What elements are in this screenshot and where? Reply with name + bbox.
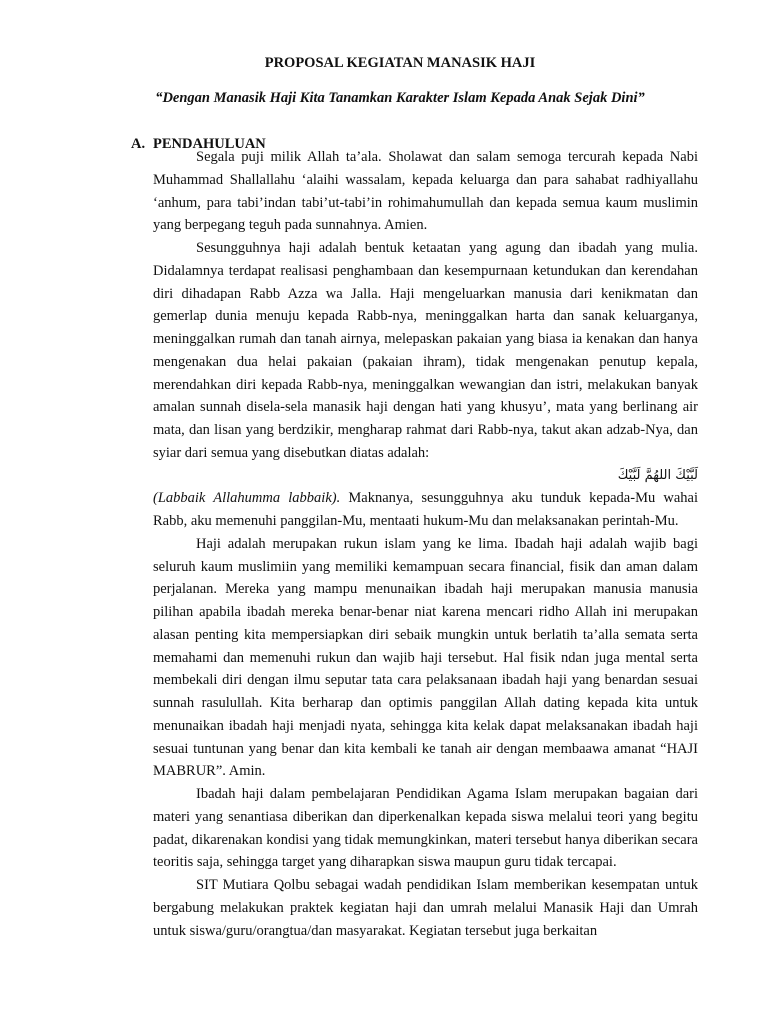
paragraph-2: Sesungguhnya haji adalah bentuk ketaatan yang agung dan ibadah yang mulia. Didalamnya terdapat realisasi penghambaan dan kesempurnaan ketundukan dan kerendahan diri dihadapan Rabb Azza wa Jalla. Haji mengeluarkan manusia dari kenikmatan dan gemerlap dunia menuju kepada Rabb-nya, meninggalkan harta dan sanak keluarganya, meninggalkan rumah dan tanah airnya, melepaskan pakaian yang biasa ia kenakan dan hanya mengenakan dua helai pakaian (pakaian ihram), tidak mengenakan penutup kepala, merendahkan diri kepada Rabb-nya, meninggalkan wewangian dan istri, melakukan banyak amalan sunnah disela-sela manasik haji dengan hati yang khusyu’, mata yang berlinang air mata, dan lisan yang berdzikir, mengharap rahmat dari Rabb-nya, takut akan adzab-Nya, dan syiar dari semua yang disebutkan diatas adalah: (153, 240, 698, 461)
page-subtitle: “Dengan Manasik Haji Kita Tanamkan Karakter Islam Kepada Anak Sejak Dini” (155, 90, 645, 106)
document-body (153, 146, 698, 942)
paragraph-labbaik (153, 487, 698, 533)
labbaik-transliteration: (Labbaik Allahumma labbaik). (153, 490, 341, 507)
paragraph-1: Segala puji milik Allah ta’ala. Sholawat dan salam semoga tercurah kepada Nabi Muhammad Shallallahu ‘alaihi wassalam, kepada keluarga dan para sahabat radhiyallahu ‘anhum, para tabi’indan tabi’ut-tabi’in rohimahumullah dan kepada semua kaum muslimin yang berpegang teguh pada sunnahnya. Amien. (153, 149, 698, 234)
page-title: PROPOSAL KEGIATAN MANASIK HAJI (264, 55, 536, 71)
labbaik-meaning: Maknanya, sesungguhnya aku tunduk kepada-Mu wahai Rabb, aku memenuhi panggilan-Mu, mentaati hukum-Mu dan melaksanakan perintah-Mu. (153, 490, 698, 529)
paragraph-3: Haji adalah merupakan rukun islam yang ke lima. Ibadah haji adalah wajib bagi seluruh kaum muslimiin yang memiliki kemampuan secara financial, fisik dan aman dalam perjalanan. Mereka yang mampu menunaikan ibadah haji merupakan manusia manusia pilihan apabila ibadah mereka benar-benar niat karena mencari ridho Allah ini merupakan alasan penting kita mempersiapkan diri sebaik mungkin untuk berlatih ta’alla semata serta memahami dan memenuhi rukun dan wajib haji tersebut. Hal fisik ndan juga mental serta membekali diri dengan ilmu seputar tata cara pelaksanaan ibadah haji yang benardan sesuai sunnah rasulullah. Kita berharap dan optimis panggilan Allah dating kepada kita untuk menunaikan ibadah haji menjadi nyata, sehingga kita kelak dapat melaksanakan ibadah haji sesuai tuntunan yang benar dan kita kembali ke tanah air dengan membaawa amanat “HAJI MABRUR”. Amin. (153, 535, 698, 780)
section-number: A. (131, 136, 146, 152)
paragraph-4: Ibadah haji dalam pembelajaran Pendidikan Agama Islam merupakan bagaian dari materi yang senantiasa diberikan dan diperkenalkan kepada siswa melalui teori yang begitu padat, dikarenakan kondisi yang tidak memungkinkan, materi tersebut hanya diberikan secara teoritis saja, sehingga target yang diharapkan siswa maupun guru tidak tercapai. (153, 786, 698, 871)
section-title: PENDAHULUAN (153, 136, 266, 152)
paragraph-5: SIT Mutiara Qolbu sebagai wadah pendidikan Islam memberikan kesempatan untuk bergabung melakukan praktek kegiatan haji dan umrah melalui Manasik Haji dan Umrah untuk siswa/guru/orangtua/dan masyarakat. Kegiatan tersebut juga berkaitan (153, 877, 698, 939)
arabic-talbiyah: لَبَّيْكَ اللهُمَّ لَبَّيْكَ (617, 467, 698, 483)
